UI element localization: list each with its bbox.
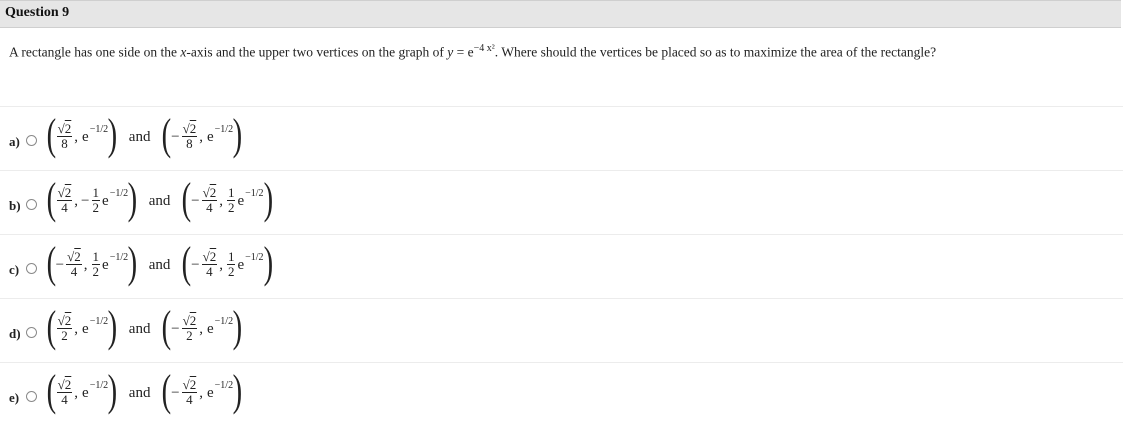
half-fraction — [92, 250, 101, 279]
e-symbol: e — [102, 192, 109, 209]
comma: , — [199, 384, 203, 401]
left-paren: ( — [46, 366, 57, 415]
minus-sign: − — [191, 256, 200, 273]
answer-option[interactable] — [0, 171, 1123, 231]
right-paren: ) — [232, 302, 243, 351]
option-label: c) — [9, 262, 20, 277]
radio-button[interactable] — [26, 327, 37, 338]
left-paren: ( — [162, 366, 172, 415]
option-expression — [47, 237, 272, 293]
comma: , — [74, 192, 79, 209]
exponent: −1/2 — [89, 315, 109, 327]
fraction-numerator — [182, 122, 198, 137]
minus-sign: − — [171, 128, 180, 145]
coordinate-point — [46, 174, 138, 223]
sqrt-symbol: √ — [182, 312, 190, 328]
right-paren: ) — [127, 174, 138, 223]
fraction-denominator: 4 — [70, 263, 78, 279]
option-expression — [47, 109, 242, 165]
sqrt-symbol: √ — [57, 376, 65, 392]
coordinate-point — [46, 110, 118, 159]
fraction-numerator — [202, 250, 218, 265]
sqrt-argument: 2 — [209, 248, 217, 264]
e-symbol: e — [206, 320, 214, 337]
minus-sign: − — [191, 192, 200, 209]
sqrt-symbol: √ — [57, 312, 65, 328]
fraction-denominator: 2 — [227, 199, 235, 215]
comma: , — [199, 320, 203, 337]
sqrt-argument: 2 — [189, 120, 197, 136]
minus-sign: − — [171, 320, 180, 337]
right-paren: ) — [263, 238, 273, 287]
right-paren: ) — [107, 302, 118, 351]
exponent: −1/2 — [109, 251, 129, 263]
e-symbol: e — [82, 384, 89, 401]
fraction-denominator: 2 — [92, 199, 100, 215]
left-paren: ( — [46, 302, 57, 351]
sqrt-symbol: √ — [202, 248, 210, 264]
fraction-denominator: 2 — [186, 327, 193, 343]
exponent: −1/2 — [89, 379, 109, 391]
stem-exponent: −4 x² — [473, 43, 495, 54]
stem-y-var: y — [447, 44, 454, 60]
e-symbol: e — [206, 128, 214, 145]
option-expression — [47, 301, 242, 357]
sqrt-argument: 2 — [64, 184, 72, 200]
left-paren: ( — [182, 174, 192, 223]
e-symbol: e — [82, 128, 89, 145]
right-paren: ) — [107, 110, 118, 159]
coordinate-point — [162, 302, 243, 351]
sqrt-symbol: √ — [67, 248, 75, 264]
radio-button[interactable] — [26, 199, 37, 210]
sqrt-symbol: √ — [182, 120, 190, 136]
fraction-denominator: 4 — [61, 199, 68, 215]
sqrt-argument: 2 — [64, 312, 72, 328]
left-paren: ( — [162, 302, 172, 351]
comma: , — [219, 256, 223, 273]
fraction-denominator: 4 — [206, 263, 213, 279]
minus-sign: − — [171, 384, 180, 401]
comma: , — [74, 384, 79, 401]
stem-equation: = e — [453, 44, 474, 60]
fraction-numerator — [182, 378, 198, 393]
comma: , — [83, 256, 88, 273]
sqrt-argument: 2 — [74, 248, 81, 264]
e-symbol: e — [82, 320, 89, 337]
sqrt-fraction — [57, 314, 73, 343]
question-stem — [9, 40, 1089, 62]
half-fraction — [92, 186, 101, 215]
radio-button[interactable] — [26, 263, 37, 274]
e-symbol: e — [102, 256, 109, 273]
and-word: and — [128, 320, 151, 337]
fraction-numerator: 1 — [227, 184, 235, 200]
fraction-numerator — [66, 250, 82, 265]
half-fraction — [227, 186, 236, 215]
fraction-denominator: 8 — [186, 135, 193, 151]
left-paren: ( — [162, 110, 172, 159]
comma: , — [74, 128, 79, 145]
sqrt-argument: 2 — [189, 376, 197, 392]
sqrt-argument: 2 — [64, 376, 72, 392]
sqrt-symbol: √ — [202, 184, 210, 200]
exponent: −1/2 — [214, 315, 234, 327]
sqrt-fraction — [66, 250, 82, 279]
fraction-numerator: 1 — [92, 248, 100, 264]
right-paren: ) — [107, 366, 118, 415]
coordinate-point — [46, 302, 118, 351]
option-label: d) — [9, 326, 21, 341]
fraction-numerator: 1 — [227, 248, 235, 264]
sqrt-argument: 2 — [64, 120, 72, 136]
exponent: −1/2 — [245, 187, 264, 199]
coordinate-point — [162, 366, 243, 415]
option-label: a) — [9, 134, 20, 149]
fraction-numerator — [182, 314, 198, 329]
sqrt-symbol: √ — [57, 120, 65, 136]
and-word: and — [128, 128, 151, 145]
exponent: −1/2 — [214, 379, 234, 391]
half-fraction — [227, 250, 236, 279]
sqrt-fraction — [57, 186, 73, 215]
comma: , — [74, 320, 79, 337]
question-header — [0, 0, 1121, 28]
right-paren: ) — [232, 366, 243, 415]
and-word: and — [148, 192, 171, 209]
option-label: e) — [9, 390, 20, 405]
fraction-denominator: 4 — [206, 199, 213, 215]
sqrt-fraction — [202, 250, 218, 279]
option-label: b) — [9, 198, 21, 213]
e-symbol: e — [206, 384, 214, 401]
right-paren: ) — [232, 110, 243, 159]
exponent: −1/2 — [89, 123, 109, 135]
radio-button[interactable] — [26, 135, 37, 146]
sqrt-fraction — [57, 378, 73, 407]
exponent: −1/2 — [245, 251, 264, 263]
sqrt-argument: 2 — [209, 184, 217, 200]
fraction-denominator: 2 — [92, 263, 100, 279]
sqrt-argument: 2 — [189, 312, 197, 328]
option-expression — [47, 365, 242, 421]
coordinate-point — [182, 238, 273, 287]
stem-x-var: x — [180, 44, 187, 60]
sqrt-symbol: √ — [57, 184, 65, 200]
comma: , — [219, 192, 223, 209]
right-paren: ) — [127, 238, 138, 287]
sqrt-fraction — [57, 122, 73, 151]
coordinate-point — [46, 366, 118, 415]
radio-button[interactable] — [26, 391, 37, 402]
left-paren: ( — [46, 110, 57, 159]
fraction-numerator — [57, 122, 73, 137]
exponent: −1/2 — [109, 187, 129, 199]
sqrt-fraction — [182, 122, 198, 151]
minus-sign: − — [81, 192, 90, 209]
fraction-denominator: 4 — [186, 391, 193, 407]
comma: , — [199, 128, 203, 145]
fraction-denominator: 2 — [61, 327, 68, 343]
left-paren: ( — [46, 238, 57, 287]
left-paren: ( — [46, 174, 57, 223]
fraction-numerator — [202, 186, 218, 201]
fraction-denominator: 4 — [61, 391, 68, 407]
and-word: and — [148, 256, 171, 273]
fraction-numerator — [57, 378, 73, 393]
stem-text: A rectangle has one side on the — [9, 44, 181, 60]
sqrt-fraction — [202, 186, 218, 215]
right-paren: ) — [263, 174, 273, 223]
question-title: Question 9 — [5, 5, 70, 20]
coordinate-point — [162, 110, 243, 159]
fraction-numerator — [57, 314, 73, 329]
minus-sign: − — [55, 256, 65, 273]
fraction-denominator: 2 — [227, 263, 235, 279]
coordinate-point — [182, 174, 273, 223]
sqrt-symbol: √ — [182, 376, 190, 392]
answer-option[interactable] — [0, 235, 1123, 295]
answer-option[interactable] — [0, 363, 1123, 423]
stem-text: -axis and the upper two vertices on the graph of — [186, 44, 448, 60]
sqrt-fraction — [182, 378, 198, 407]
stem-text: . Where should the vertices be placed so as to maximize the area of the rectangle? — [494, 44, 937, 60]
left-paren: ( — [182, 238, 192, 287]
fraction-numerator — [57, 186, 73, 201]
exponent: −1/2 — [214, 123, 234, 135]
answer-option[interactable] — [0, 299, 1123, 359]
coordinate-point — [46, 238, 138, 287]
fraction-numerator: 1 — [92, 184, 100, 200]
and-word: and — [128, 384, 151, 401]
e-symbol: e — [237, 256, 245, 273]
answer-option[interactable] — [0, 107, 1123, 167]
option-expression — [47, 173, 272, 229]
fraction-denominator: 8 — [61, 135, 68, 151]
e-symbol: e — [237, 192, 245, 209]
sqrt-fraction — [182, 314, 198, 343]
